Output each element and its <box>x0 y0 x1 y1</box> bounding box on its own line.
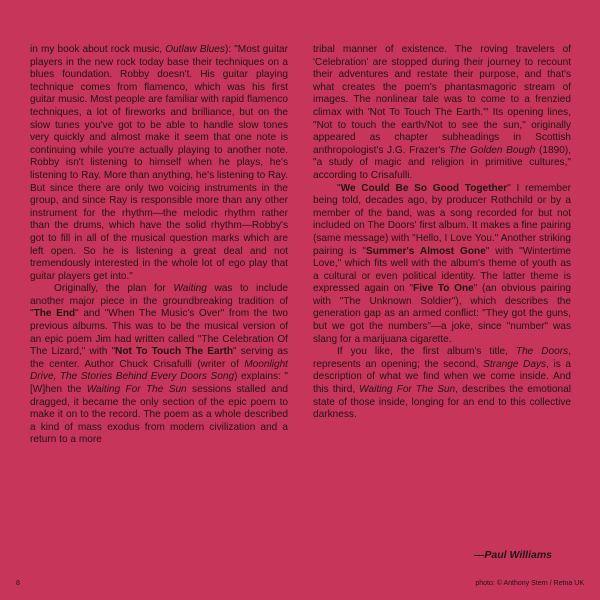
text-run: , is a description of what we find when we come inside. And this third, <box>313 358 571 396</box>
text-run: Waiting <box>173 283 207 295</box>
right-paragraph-2 <box>313 183 571 347</box>
text-run: Five To One <box>413 283 474 295</box>
text-run: tribal manner of existence. The roving travelers of 'Celebration' are stopped during their journey to recount their adventures and restate their purpose, and that's what creates the poem's phantasmagoric stream of images. The nonlinear tale was to come to a frenzied climax with 'Not To Touch The Earth.'" Its opening lines, "Not to touch the earth/Not to see the sun," originally appeared as chapter subheadings in Scottish anthropologist's J.G. Frazer's <box>313 44 571 156</box>
text-run: (1890), "a study of magic and religion in primitive cultures," according to Crisafulli. <box>313 144 571 181</box>
text-run: The End <box>33 308 76 320</box>
page-number: 8 <box>16 580 20 587</box>
text-run: , describes the emotional state of those inside, longing for an end to this collective darkness. <box>313 384 571 421</box>
author-signature: —Paul Williams <box>473 549 552 561</box>
text-run: We Could Be So Good Together <box>340 182 508 194</box>
text-run: " <box>337 182 341 194</box>
text-run: Moonlight Drive, The Stories Behind Every Doors Song <box>30 358 288 383</box>
text-run: If you like, the first album's title, <box>337 346 516 358</box>
right-paragraph-1 <box>313 44 571 183</box>
text-run: The Golden Bough <box>448 144 536 156</box>
text-run: Waiting For The Sun <box>359 384 456 396</box>
left-paragraph-1 <box>30 44 288 283</box>
right-paragraph-3 <box>313 346 571 422</box>
text-run: Waiting For The Sun <box>86 384 187 396</box>
text-run: " serving as the center. Author Chuck Crisafulli (writer of <box>30 346 288 370</box>
left-paragraph-2 <box>30 283 288 447</box>
text-run: " and "When The Music's Over" from the two previous albums. This was to be the musical version of an epic poem Jim had written called "The Celebration Of The Lizard," with " <box>30 308 288 358</box>
text-run: in my book about rock music, <box>30 44 166 55</box>
text-run: , represents an opening; the second, <box>313 346 572 370</box>
text-run: Originally, the plan for <box>54 283 174 295</box>
text-run: ): "Most guitar players in the new rock today base their techniques on a blues foundation. Robby doesn't. His guitar playing technique comes from flamenco, which was his first guitar music. Most people are familiar with rapid flamenco techniques, a lot of fireworks and brilliance, but on the slow tunes you've got to be able to handle slow tones very quickly and almost make it seem that one note is continuing while you're actually playing to another note. Robby isn't listening to himself when he plays, he's listening to Ray. More than anything, he's listening to Ray. But since there are only two voicing instruments in the group, and since Ray is responsible more than any other instrument for the rhythm—the melodic rhythm rather than the drums, which have the solid rhythm—Robby's got to fill in all of the musical question marks which are left open. So he is listening a great deal and not tremendously interested in the whole lot of ego play that guitar players get into." <box>30 44 288 282</box>
left-column <box>30 44 288 447</box>
text-run: Not To Touch The Earth <box>115 346 234 358</box>
text-run: ) explains: "[W]hen the <box>30 371 288 396</box>
text-run: was to include another major piece in the groundbreaking tradition of " <box>30 283 288 320</box>
text-run: Summer's Almost Gone <box>365 245 486 257</box>
right-column <box>313 44 571 422</box>
text-run: " I remember being told, decades ago, by producer Rothchild or by a member of the band, was a song recorded for but not included on The Doors' first album. It makes a fine pairing (same message) with "Hello, I Love You." Another striking pairing is " <box>313 182 571 257</box>
text-run: " with "Wintertime Love," which fits well with the album's theme of youth as a cultural or even political identity. The latter theme is expressed again on " <box>313 245 571 295</box>
text-run: Outlaw Blues <box>165 44 225 55</box>
text-run: Strange Days <box>483 358 547 370</box>
text-run: sessions stalled and dragged, it became the only section of the epic poem to make it on to the record. The poem as a whole described a kind of mass exodus from modern civilization and a return to a more <box>30 384 288 446</box>
text-run: " (an obvious pairing with "The Unknown Soldier"), which describes the generation gap as an armed conflict: "They got the guns, but we got the numbers"—a joke, since "number" was slang for a marijuana cigarette. <box>313 283 571 345</box>
photo-credit: photo: © Anthony Stern / Retna UK <box>475 580 584 587</box>
text-run: The Doors <box>515 346 569 358</box>
